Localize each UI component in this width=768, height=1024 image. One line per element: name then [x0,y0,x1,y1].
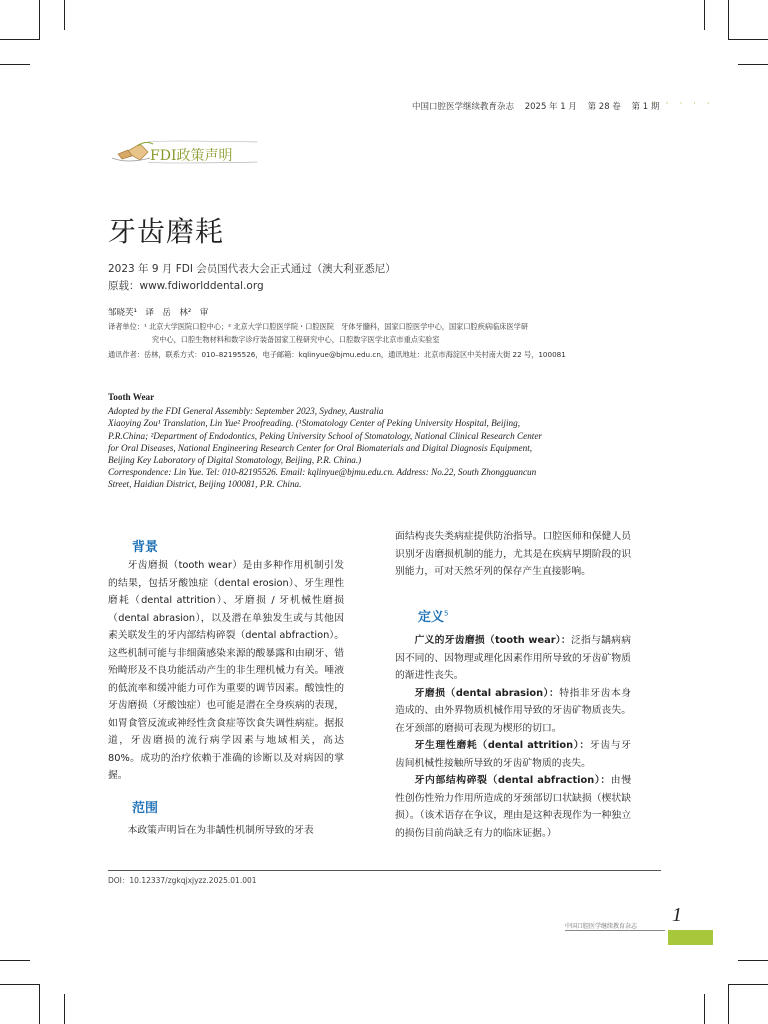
authors-line: 邹晓芙¹ 译 岳 林² 审 [108,308,209,318]
header-date: 2025 年 1 月 [524,102,577,112]
scope-continued-paragraph: 面结构丧失类病症提供防治指导。口腔医师和保健人员识别牙齿磨损机制的能力，尤其是在疾病早期阶段的识别能力，可对天然牙列的保存产生直接影响。 [395,531,631,577]
crop-mark-tl-h2 [0,64,30,65]
header-dots: · · · · · [652,99,714,109]
doi-divider [108,870,661,871]
crop-mark-bl-h2 [0,960,30,961]
definition-item [395,685,631,738]
crop-mark-br-v [728,984,729,1024]
header-journal: 中国口腔医学继续教育杂志 [412,102,515,112]
crop-mark-tr-v [728,0,729,40]
english-title: Tooth Wear [108,392,155,402]
page-title: 牙齿磨耗 [108,215,225,248]
definition-item [395,737,631,772]
definition-text: 牙齿与牙齿间机械性接触所导致的牙齿矿物质的丧失。 [395,740,631,769]
affiliation-line-1: 译者单位：¹ 北京大学医院口腔中心；² 北京大学口腔医学院・口腔医院 牙体牙髓科，国家口腔医学中心，国家口腔疾病临床医学研 [108,322,529,331]
affiliation-line-2: 究中心，口腔生物材料和数字诊疗装备国家工程研究中心，口腔数字医学北京市重点实验室 [152,335,440,344]
crop-mark-br-v2 [704,994,705,1024]
english-line: P.R.China; ²Department of Endodontics, Peking University School of Stomatology, National Clinical Research Center [108,430,542,441]
definition-item [395,772,631,842]
crop-mark-tl-h [0,39,40,40]
crop-mark-tl-v2 [64,0,65,30]
crop-mark-tr-h [728,39,768,40]
definition-term: 广义的牙齿磨损（tooth wear）： [414,635,571,646]
footer-rule [565,930,665,931]
doi-line: DOI：10.12337/zgkqjxjyzz.2025.01.001 [108,876,257,885]
crop-mark-tr-h2 [738,64,768,65]
english-line: Street, Haidian District, Beijing 100081, P.R. China. [108,479,302,490]
section-definitions-heading [418,606,448,625]
crop-mark-bl-h [0,984,40,985]
crop-mark-bl-v [39,984,40,1024]
definition-item [395,632,631,685]
english-line: Adopted by the FDI General Assembly: September 2023, Sydney, Australia [108,406,384,417]
english-block [108,391,633,491]
section-scope-heading: 范围 [132,801,159,816]
crop-mark-bl-v2 [64,994,65,1024]
definitions-title: 定义 [418,610,445,625]
english-line: Correspondence: Lin Yue. Tel: 010-82195526. Email: kqlinyue@bjmu.edu.cn. Address: No.22, South Zhongguancun [108,467,537,478]
header-issue: 第 1 期 [631,102,660,112]
page-number: 1 [672,904,682,926]
right-column-body-2 [395,632,631,842]
source-line: 原载：www.fdiworlddental.org [108,280,264,292]
english-line: Beijing Key Laboratory of Digital Stomatology, Beijing, P.R. China.) [108,455,362,466]
header-volume: 第 28 卷 [587,102,621,112]
definition-term: 牙磨损（dental abrasion）： [414,687,560,699]
definition-text: 由慢性创伤性殆力作用所造成的牙颈部切口状缺损（楔状缺损）。（该术语存在争议，理由是这种表现作为一种独立的损伤目前尚缺乏有力的临床证据。） [395,775,632,839]
definition-text: 泛指与龋病病因不同的、因物理或理化因素作用所导致的牙齿矿物质的渐进性丧失。 [395,635,632,681]
correspondence-cn: 通讯作者：岳林，联系方式：010–82195526，电子邮箱：kqlinyue@bjmu.edu.cn，通讯地址：北京市海淀区中关村南大街 22 号，100081 [108,350,566,359]
definitions-sup: 5 [444,609,449,618]
crop-mark-br-h [728,984,768,985]
definition-text: 特指非牙齿本身造成的、由外界物质机械作用导致的牙齿矿物质丧失。在牙颈部的磨损可表现为楔形的切口。 [395,687,631,734]
crop-mark-tr-v2 [704,0,705,30]
scope-paragraph: 本政策声明旨在为非龋性机制所导致的牙表 [127,825,314,836]
running-header [412,100,659,112]
left-column-body-2 [108,822,344,840]
right-column-body-1 [395,528,631,581]
section-background-heading: 背景 [132,540,159,555]
footer-green-tab [668,930,713,945]
crop-mark-br-h2 [738,960,768,961]
english-line: for Oral Diseases, National Engineering Research Center for Oral Biomaterials and Digital Diagnosis Equipment, [108,442,533,453]
badge-label: FDI政策声明 [150,148,233,164]
english-line: Xiaoying Zou¹ Translation, Lin Yue² Proofreading. (¹Stomatology Center of Peking University Hospital, Beijing, [108,418,520,429]
definition-term: 牙内部结构碎裂（dental abfraction）： [414,775,611,786]
subtitle: 2023 年 9 月 FDI 会员国代表大会正式通过（澳大利亚悉尼） [108,263,396,275]
definition-term: 牙生理性磨耗（dental attrition）： [414,740,590,751]
crop-mark-tl-v [39,0,40,40]
left-column-body-1 [108,557,344,785]
footer-journal: 中国口腔医学继续教育杂志 [565,923,638,930]
background-paragraph: 牙齿磨损（tooth wear）是由多种作用机制引发的结果，包括牙酸蚀症（dental erosion）、牙生理性磨耗（dental attrition）、牙磨损 / 牙机械性磨损（dental abrasion），以及潜在单独发生或与其他因素关联发生的牙内部结构碎裂（dental abfraction）。这些机制可能与非细菌感染来源的酸暴露和由刷牙、错殆畸形及不良功能活动产生的非生理机械力有关。唾液的低流率和缓冲能力可作为重要的调节因素。酸蚀性的牙齿磨损（牙酸蚀症）也可能是潜在全身疾病的表现，如胃食管反流或神经性贪食症等饮食失调性病症。据报道，牙齿磨损的流行病学因素与地域相关，高达 80%。成功的治疗依赖于准确的诊断以及对病因的掌握。 [108,560,344,781]
